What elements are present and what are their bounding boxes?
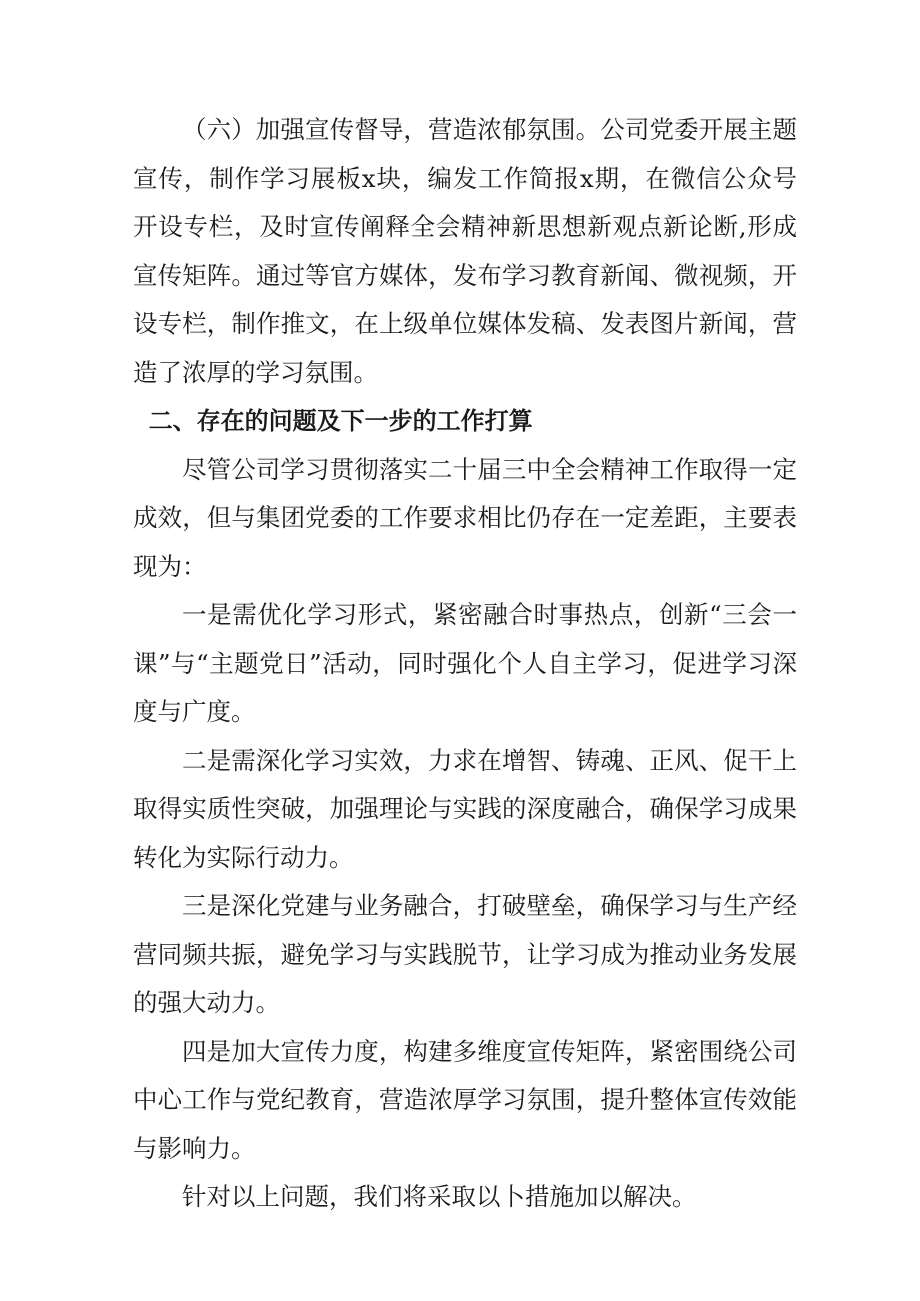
paragraph-summary: 尽管公司学习贯彻落实二十届三中全会精神工作取得一定成效，但与集团党委的工作要求相比仍存在一定差距，主要表现为： [133,454,797,581]
section-heading-problems: 二、存在的问题及下一步的工作打算 [148,407,533,435]
document-body [133,106,797,1222]
paragraph-point-four: 四是加大宣传力度，构建多维度宣传矩阵，紧密围绕公司中心工作与党纪教育，营造浓厚学习氛围，提升整体宣传效能与影响力。 [133,1036,797,1163]
paragraph-point-two: 二是需深化学习实效，力求在增智、铸魂、正风、促干上取得实质性突破，加强理论与实践的深度融合，确保学习成果转化为实际行动力。 [133,745,797,872]
paragraph-point-three: 三是深化党建与业务融合，打破壁垒，确保学习与生产经营同频共振，避免学习与实践脱节，让学习成为推动业务发展的强大动力。 [133,891,797,1017]
paragraph-measures: 针对以上问题，我们将采取以卜措施加以解决。 [182,1182,697,1211]
paragraph-publicity: （六）加强宣传督导，营造浓郁氛围。公司党委开展主题宣传，制作学习展板x块，编发工作简报x期，在微信公众号开设专栏，及时宣传阐释全会精神新思想新观点新论断,形成宣传矩阵。通过等官方媒体，发布学习教育新闻、微视频，开设专栏，制作推文，在上级单位媒体发稿、发表图片新闻，营造了浓厚的学习氛围。 [133,115,797,387]
paragraph-point-one: 一是需优化学习形式，紧密融合时事热点，创新“三会一课”与“主题党日”活动，同时强化个人自主学习，促进学习深度与广度。 [133,600,797,726]
